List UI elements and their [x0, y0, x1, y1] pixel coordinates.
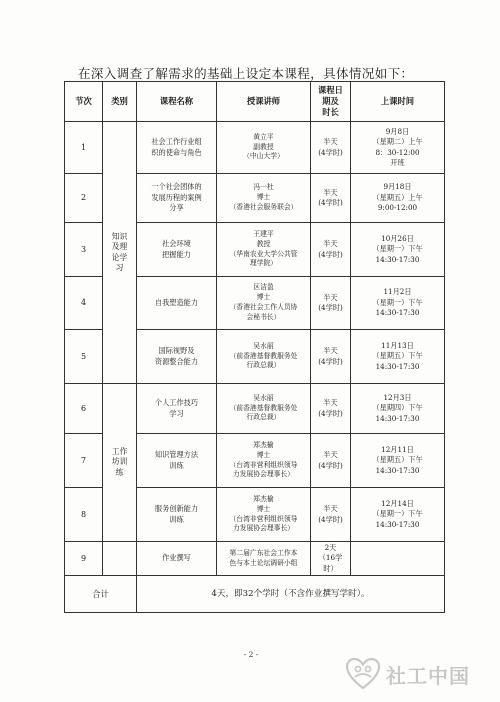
duration: 半天 (4学时) [311, 384, 351, 434]
class-time: 9月18日 （星期五）上午 9:00-12:00 [351, 174, 445, 223]
class-time: 11月2日 （星期一）下午 14:30-17:30 [351, 277, 445, 330]
table-header-row [65, 82, 445, 122]
class-time: 12月11日 （星期五）下午 14:30-17:30 [351, 434, 445, 488]
intro-text: 在深入调查了解需求的基础上设定本课程，具体情况如下： [78, 66, 414, 81]
session-number: 6 [65, 384, 103, 434]
course-name: 作业撰写 [137, 542, 217, 576]
course-name: 知识管理方法 训练 [137, 434, 217, 488]
page-number: - 2 - [243, 650, 259, 659]
session-number: 3 [65, 223, 103, 277]
header-category: 类别 [103, 82, 137, 122]
session-number: 9 [65, 542, 103, 576]
class-time: 9月8日 （星期二）上午 8：30-12:00 开班 [351, 122, 445, 174]
table-row [65, 384, 445, 434]
category-theory: 知识 及理 论学 习 [103, 122, 137, 384]
lecturer: 区洁盈 博士 （香港社会工作人员协 会秘书长） [217, 277, 311, 330]
session-number: 8 [65, 488, 103, 542]
class-time: 11月13日 （星期五）下午 14:30-17:30 [351, 330, 445, 384]
lecturer: 第二届广东社会工作本 色与本土论坛调研小组 [217, 542, 311, 576]
category-workshop: 工作 坊训 练 [103, 384, 137, 542]
total-text: 4天，即32个学时（不含作业撰写学时）。 [137, 576, 445, 613]
lecturer: 黄立平 副教授 （中山大学） [217, 122, 311, 174]
lecturer: 冯一杜 博士 （香港社会服务联会） [217, 174, 311, 223]
duration: 半天 (4学时) [311, 434, 351, 488]
header-time: 上课时间 [351, 82, 445, 122]
course-name: 国际视野及 资源整合能力 [137, 330, 217, 384]
watermark [345, 655, 490, 693]
lecturer: 郑杰榆 博士 （台湾非营利组织领导 力发展协会理事长） [217, 488, 311, 542]
table-row [65, 122, 445, 174]
class-time [351, 542, 445, 576]
session-number: 5 [65, 330, 103, 384]
duration: 半天 (4学时) [311, 488, 351, 542]
course-name: 自我塑造能力 [137, 277, 217, 330]
duration: 半天 (4学时) [311, 277, 351, 330]
header-session: 节次 [65, 82, 103, 122]
course-schedule-table [64, 81, 445, 613]
duration: 2天 （16学 时） [311, 542, 351, 576]
course-name: 一个社会团体的 发展历程的案例 分享 [137, 174, 217, 223]
lecturer: 吴水丽 （前香港基督教服务处 行政总裁） [217, 384, 311, 434]
class-time: 12月3日 （星期四）下午 14:30-17:30 [351, 384, 445, 434]
watermark-text: 社工中国 [386, 663, 470, 688]
duration: 半天 (4学时) [311, 174, 351, 223]
lecturer: 郑杰榆 博士 （台湾非营利组织领导 力发展协会理事长） [217, 434, 311, 488]
duration: 半天 (4学时) [311, 223, 351, 277]
header-course: 课程名称 [137, 82, 217, 122]
duration: 半天 (4学时) [311, 122, 351, 174]
session-number: 7 [65, 434, 103, 488]
session-number: 1 [65, 122, 103, 174]
session-number: 2 [65, 174, 103, 223]
session-number: 4 [65, 277, 103, 330]
class-time: 12月14日 （星期一）下午 14:30-17:30 [351, 488, 445, 542]
total-label: 合计 [65, 576, 137, 613]
course-name: 社会工作行业组 织的使命与角色 [137, 122, 217, 174]
course-name: 个人工作技巧 学习 [137, 384, 217, 434]
table-row [65, 542, 445, 576]
duration: 半天 (4学时) [311, 330, 351, 384]
course-name: 服务创新能力 训练 [137, 488, 217, 542]
header-lecturer: 授课讲师 [217, 82, 311, 122]
lecturer: 吴水丽 （前香港基督教服务处 行政总裁） [217, 330, 311, 384]
category-empty [103, 542, 137, 576]
header-duration: 课程日 期及 时长 [311, 82, 351, 122]
lecturer: 王建平 教授 （华南农业大学公共管 理学院） [217, 223, 311, 277]
class-time: 10月26日 （星期一）下午 14:30-17:30 [351, 223, 445, 277]
course-name: 社会环境 把握能力 [137, 223, 217, 277]
total-row [65, 576, 445, 613]
heart-logo-icon [345, 657, 381, 691]
